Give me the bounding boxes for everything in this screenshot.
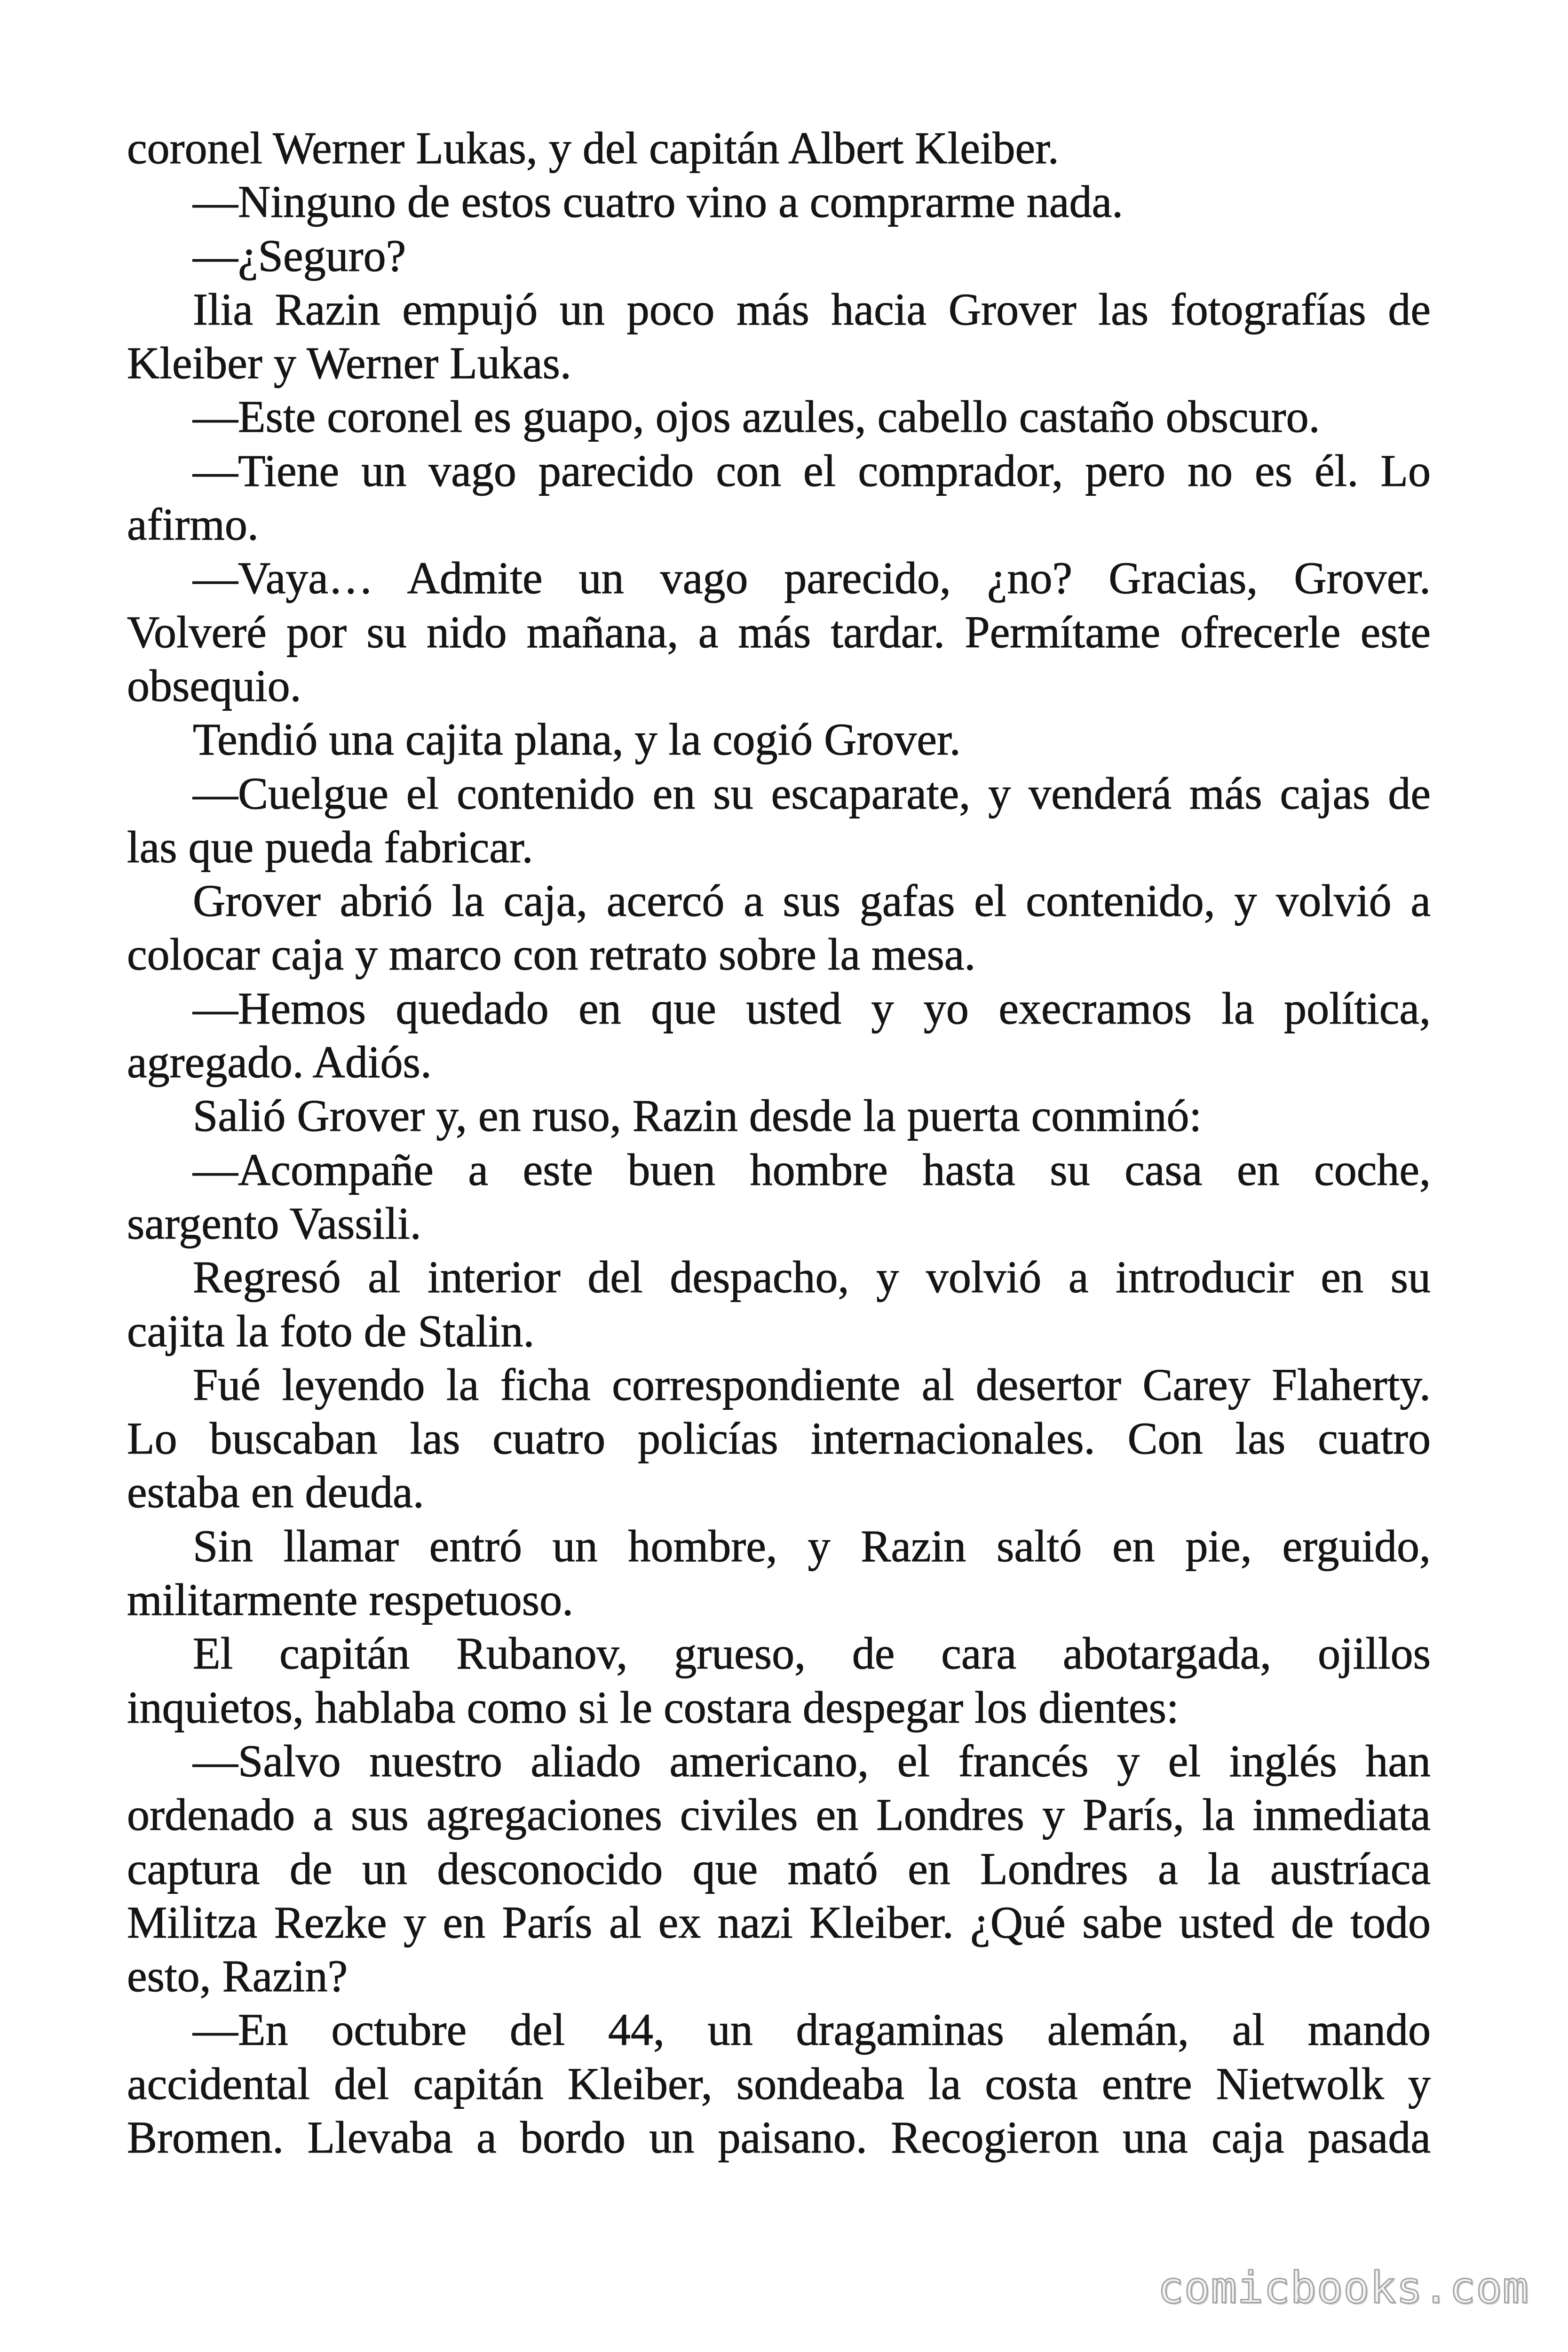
text-line: afirmo.	[127, 499, 259, 550]
watermark: comicbooks.com	[1157, 2263, 1529, 2313]
paragraph	[127, 1358, 1431, 1519]
text-line: agregado. Adiós.	[127, 1037, 432, 1088]
text-line: captura de un desconocido que mató en Londres a la austríaca	[127, 1843, 1431, 1894]
paragraph	[127, 713, 1431, 766]
text-line: ordenado a sus agregaciones civiles en Londres y París, la inmediata	[127, 1789, 1431, 1840]
paragraph	[127, 1250, 1431, 1358]
text-line: —Tiene un vago parecido con el comprador, pero no es él. Lo	[193, 445, 1431, 496]
text-line: cajita la foto de Stalin.	[127, 1305, 535, 1356]
text-line: colocar caja y marco con retrato sobre la mesa.	[127, 929, 976, 980]
text-line: Militza Rezke y en París al ex nazi Kleiber. ¿Qué sabe usted de todo	[127, 1897, 1431, 1947]
text-line: Regresó al interior del despacho, y volvió a introducir en su	[193, 1252, 1431, 1303]
text-line: —Acompañe a este buen hombre hasta su casa en coche,	[193, 1144, 1431, 1195]
text-line: Sin llamar entró un hombre, y Razin saltó en pie, erguido,	[193, 1520, 1431, 1571]
text-line: Fué leyendo la ficha correspondiente al desertor Carey Flaherty.	[193, 1359, 1431, 1410]
paragraph	[127, 551, 1431, 713]
paragraph	[127, 1143, 1431, 1251]
paragraph	[127, 2003, 1431, 2164]
paragraph	[127, 444, 1431, 552]
text-line: Lo buscaban las cuatro policías internacionales. Con las cuatro	[127, 1413, 1431, 1464]
text-line: —Cuelgue el contenido en su escaparate, y venderá más cajas de	[193, 768, 1431, 818]
text-line: Volveré por su nido mañana, a más tardar. Permítame ofrecerle este	[127, 606, 1431, 657]
text-line: inquietos, hablaba como si le costara despegar los dientes:	[127, 1682, 1179, 1732]
text-line: Tendió una cajita plana, y la cogió Grover.	[193, 714, 961, 765]
text-line: esto, Razin?	[127, 1951, 348, 2002]
paragraph	[127, 175, 1431, 229]
text-line: —En octubre del 44, un dragaminas alemán, al mando	[193, 2004, 1431, 2055]
text-line: obsequio.	[127, 660, 301, 711]
text-line: Salió Grover y, en ruso, Razin desde la puerta conminó:	[193, 1090, 1202, 1141]
paragraph	[127, 1089, 1431, 1143]
text-line: —Ninguno de estos cuatro vino a comprarme nada.	[193, 176, 1124, 227]
text-line: —Vaya… Admite un vago parecido, ¿no? Gracias, Grover.	[193, 553, 1431, 604]
text-line: Grover abrió la caja, acercó a sus gafas el contenido, y volvió a	[193, 875, 1431, 926]
paragraph-continued	[127, 121, 1431, 175]
text-line: las que pueda fabricar.	[127, 821, 533, 872]
text-line: Kleiber y Werner Lukas.	[127, 338, 571, 389]
paragraph	[127, 767, 1431, 874]
text-line: —Este coronel es guapo, ojos azules, cabello castaño obscuro.	[193, 391, 1320, 442]
paragraph	[127, 874, 1431, 982]
text-line: —Hemos quedado en que usted y yo execramos la política,	[193, 983, 1431, 1033]
text-line: accidental del capitán Kleiber, sondeaba la costa entre Nietwolk y	[127, 2058, 1431, 2109]
paragraph	[127, 1519, 1431, 1627]
text-line: coronel Werner Lukas, y del capitán Albert Kleiber.	[127, 123, 1059, 173]
text-line: —Salvo nuestro aliado americano, el francés y el inglés han	[193, 1735, 1431, 1786]
paragraph	[127, 982, 1431, 1089]
text-block	[127, 121, 1431, 2164]
paragraph	[127, 390, 1431, 444]
text-line: estaba en deuda.	[127, 1467, 424, 1518]
text-line: Ilia Razin empujó un poco más hacia Grover las fotografías de	[193, 284, 1431, 334]
text-line: Bromen. Llevaba a bordo un paisano. Recogieron una caja pasada	[127, 2112, 1431, 2162]
paragraph	[127, 1734, 1431, 2003]
text-line: militarmente respetuoso.	[127, 1574, 574, 1625]
paragraph	[127, 1627, 1431, 1734]
text-line: —¿Seguro?	[193, 230, 406, 281]
text-line: El capitán Rubanov, grueso, de cara abotargada, ojillos	[193, 1628, 1431, 1679]
text-line: sargento Vassili.	[127, 1198, 421, 1248]
paragraph	[127, 229, 1431, 283]
paragraph	[127, 283, 1431, 390]
